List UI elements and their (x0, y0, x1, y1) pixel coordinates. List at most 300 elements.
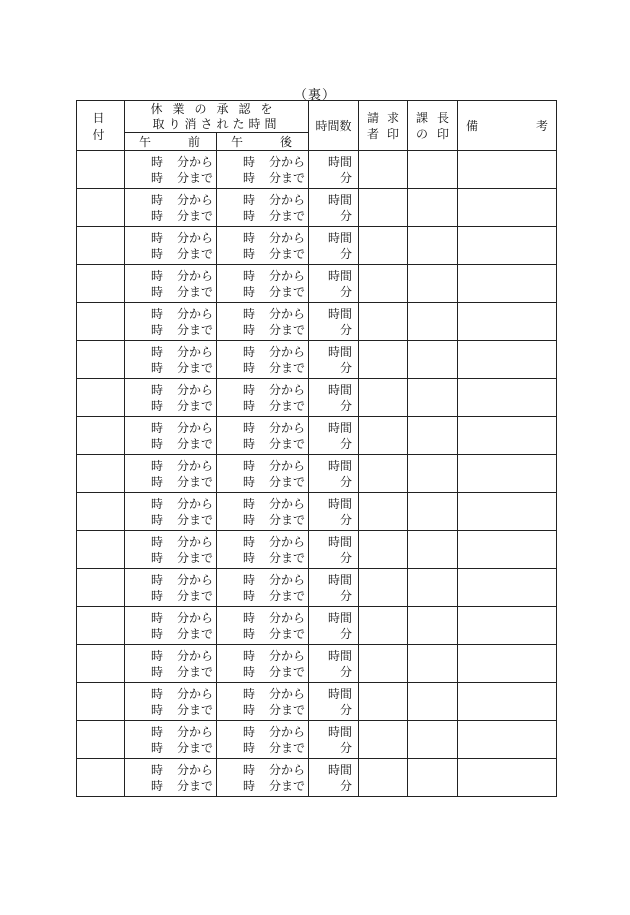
minutes-unit-label: 分 (340, 398, 353, 413)
pm-time-cell[interactable] (217, 455, 309, 493)
chief-seal-cell[interactable] (408, 455, 458, 493)
pm-time-cell[interactable] (217, 683, 309, 721)
hours-unit-label: 時間 (328, 762, 353, 777)
table-row (77, 303, 557, 341)
hour-label: 時 (243, 474, 256, 489)
date-cell[interactable] (77, 721, 125, 759)
hour-label: 時 (243, 626, 256, 641)
am-time-cell[interactable] (125, 417, 217, 455)
minutes-unit-label: 分 (340, 436, 353, 451)
hours-count-cell[interactable] (309, 607, 359, 645)
requester-seal-cell[interactable] (359, 341, 408, 379)
hour-label: 時 (151, 702, 164, 717)
minutes-unit-label: 分 (340, 778, 353, 793)
page-title: （裏） (293, 88, 336, 103)
minutes-unit-label: 分 (340, 588, 353, 603)
am-time-cell[interactable] (125, 721, 217, 759)
header-hours: 時間数 (309, 101, 359, 151)
date-cell[interactable] (77, 531, 125, 569)
table-row (77, 759, 557, 797)
date-cell[interactable] (77, 379, 125, 417)
minutes-unit-label: 分 (340, 740, 353, 755)
hours-count-cell[interactable] (309, 189, 359, 227)
hours-count-cell[interactable] (309, 683, 359, 721)
from-minute-label: 分から (269, 268, 306, 283)
minutes-unit-label: 分 (340, 360, 353, 375)
hour-label: 時 (243, 306, 256, 321)
until-minute-label: 分まで (177, 208, 214, 223)
until-minute-label: 分まで (269, 208, 306, 223)
from-minute-label: 分から (177, 458, 214, 473)
until-minute-label: 分まで (177, 360, 214, 375)
requester-seal-cell[interactable] (359, 265, 408, 303)
hour-label: 時 (243, 322, 256, 337)
remarks-cell[interactable] (458, 303, 557, 341)
until-minute-label: 分まで (269, 170, 306, 185)
remarks-cell[interactable] (458, 683, 557, 721)
hours-count-cell[interactable] (309, 417, 359, 455)
from-minute-label: 分から (269, 724, 306, 739)
table-row (77, 493, 557, 531)
from-minute-label: 分から (177, 496, 214, 511)
chief-seal-cell[interactable] (408, 303, 458, 341)
header-requester-seal-char: 者 (367, 126, 380, 141)
header-chief-seal-char: 印 (437, 126, 450, 141)
pm-time-cell[interactable] (217, 379, 309, 417)
until-minute-label: 分まで (177, 550, 214, 565)
requester-seal-cell[interactable] (359, 417, 408, 455)
date-cell[interactable] (77, 265, 125, 303)
from-minute-label: 分から (177, 420, 214, 435)
from-minute-label: 分から (269, 762, 306, 777)
until-minute-label: 分まで (177, 436, 214, 451)
table-row (77, 189, 557, 227)
hours-unit-label: 時間 (328, 496, 353, 511)
until-minute-label: 分まで (269, 664, 306, 679)
remarks-cell[interactable] (458, 341, 557, 379)
remarks-cell[interactable] (458, 379, 557, 417)
hours-count-cell[interactable] (309, 493, 359, 531)
from-minute-label: 分から (269, 344, 306, 359)
until-minute-label: 分まで (269, 474, 306, 489)
hour-label: 時 (151, 496, 164, 511)
hour-label: 時 (151, 778, 164, 793)
hour-label: 時 (151, 458, 164, 473)
hours-unit-label: 時間 (328, 686, 353, 701)
header-requester-seal (359, 101, 408, 151)
from-minute-label: 分から (269, 306, 306, 321)
from-minute-label: 分から (269, 610, 306, 625)
chief-seal-cell[interactable] (408, 531, 458, 569)
table-row (77, 417, 557, 455)
from-minute-label: 分から (269, 572, 306, 587)
hour-label: 時 (151, 268, 164, 283)
until-minute-label: 分まで (177, 322, 214, 337)
from-minute-label: 分から (177, 724, 214, 739)
chief-seal-cell[interactable] (408, 151, 458, 189)
until-minute-label: 分まで (269, 512, 306, 527)
until-minute-label: 分まで (269, 588, 306, 603)
date-cell[interactable] (77, 417, 125, 455)
table-row (77, 151, 557, 189)
hour-label: 時 (151, 208, 164, 223)
hours-unit-label: 時間 (328, 534, 353, 549)
remarks-cell[interactable] (458, 227, 557, 265)
from-minute-label: 分から (269, 534, 306, 549)
pm-time-cell[interactable] (217, 721, 309, 759)
hours-count-cell[interactable] (309, 227, 359, 265)
chief-seal-cell[interactable] (408, 379, 458, 417)
hour-label: 時 (243, 610, 256, 625)
remarks-cell[interactable] (458, 607, 557, 645)
hour-label: 時 (151, 626, 164, 641)
am-time-cell[interactable] (125, 303, 217, 341)
requester-seal-cell[interactable] (359, 189, 408, 227)
requester-seal-cell[interactable] (359, 227, 408, 265)
remarks-cell[interactable] (458, 151, 557, 189)
hour-label: 時 (151, 550, 164, 565)
chief-seal-cell[interactable] (408, 759, 458, 797)
minutes-unit-label: 分 (340, 208, 353, 223)
hour-label: 時 (151, 306, 164, 321)
header-chief-seal (408, 101, 458, 151)
hour-label: 時 (151, 664, 164, 679)
hours-count-cell[interactable] (309, 303, 359, 341)
hours-unit-label: 時間 (328, 610, 353, 625)
until-minute-label: 分まで (177, 170, 214, 185)
hour-label: 時 (243, 268, 256, 283)
chief-seal-cell[interactable] (408, 265, 458, 303)
hours-count-cell[interactable] (309, 379, 359, 417)
until-minute-label: 分まで (269, 322, 306, 337)
pm-time-cell[interactable] (217, 569, 309, 607)
hour-label: 時 (243, 550, 256, 565)
until-minute-label: 分まで (177, 512, 214, 527)
until-minute-label: 分まで (177, 398, 214, 413)
from-minute-label: 分から (269, 420, 306, 435)
hour-label: 時 (243, 382, 256, 397)
until-minute-label: 分まで (269, 778, 306, 793)
hours-unit-label: 時間 (328, 306, 353, 321)
from-minute-label: 分から (177, 382, 214, 397)
hour-label: 時 (151, 588, 164, 603)
table-row (77, 341, 557, 379)
minutes-unit-label: 分 (340, 322, 353, 337)
minutes-unit-label: 分 (340, 702, 353, 717)
am-time-cell[interactable] (125, 227, 217, 265)
pm-time-cell[interactable] (217, 417, 309, 455)
remarks-cell[interactable] (458, 645, 557, 683)
header-requester-seal-char: 印 (387, 126, 400, 141)
chief-seal-cell[interactable] (408, 683, 458, 721)
hour-label: 時 (243, 208, 256, 223)
hour-label: 時 (243, 664, 256, 679)
until-minute-label: 分まで (269, 702, 306, 717)
hours-count-cell[interactable] (309, 341, 359, 379)
from-minute-label: 分から (269, 458, 306, 473)
pm-time-cell[interactable] (217, 303, 309, 341)
remarks-cell[interactable] (458, 759, 557, 797)
hours-unit-label: 時間 (328, 382, 353, 397)
from-minute-label: 分から (269, 382, 306, 397)
remarks-cell[interactable] (458, 417, 557, 455)
hour-label: 時 (151, 648, 164, 663)
date-cell[interactable] (77, 341, 125, 379)
hour-label: 時 (243, 724, 256, 739)
table-row (77, 683, 557, 721)
hours-count-cell[interactable] (309, 759, 359, 797)
hour-label: 時 (151, 534, 164, 549)
hours-count-cell[interactable] (309, 265, 359, 303)
hour-label: 時 (151, 762, 164, 777)
requester-seal-cell[interactable] (359, 759, 408, 797)
hour-label: 時 (151, 724, 164, 739)
from-minute-label: 分から (177, 192, 214, 207)
am-time-cell[interactable] (125, 189, 217, 227)
minutes-unit-label: 分 (340, 550, 353, 565)
requester-seal-cell[interactable] (359, 607, 408, 645)
pm-time-cell[interactable] (217, 607, 309, 645)
date-cell[interactable] (77, 455, 125, 493)
requester-seal-cell[interactable] (359, 303, 408, 341)
hour-label: 時 (151, 154, 164, 169)
requester-seal-cell[interactable] (359, 683, 408, 721)
date-cell[interactable] (77, 683, 125, 721)
am-time-cell[interactable] (125, 151, 217, 189)
remarks-cell[interactable] (458, 493, 557, 531)
pm-time-cell[interactable] (217, 493, 309, 531)
am-time-cell[interactable] (125, 759, 217, 797)
chief-seal-cell[interactable] (408, 607, 458, 645)
am-time-cell[interactable] (125, 341, 217, 379)
hours-count-cell[interactable] (309, 151, 359, 189)
date-cell[interactable] (77, 303, 125, 341)
table-row (77, 607, 557, 645)
until-minute-label: 分まで (177, 246, 214, 261)
date-cell[interactable] (77, 151, 125, 189)
pm-time-cell[interactable] (217, 531, 309, 569)
from-minute-label: 分から (269, 648, 306, 663)
from-minute-label: 分から (269, 230, 306, 245)
pm-time-cell[interactable] (217, 265, 309, 303)
hour-label: 時 (243, 344, 256, 359)
hour-label: 時 (151, 382, 164, 397)
hour-label: 時 (243, 360, 256, 375)
date-cell[interactable] (77, 607, 125, 645)
hour-label: 時 (243, 778, 256, 793)
header-cancelled-time (125, 101, 309, 133)
header-requester-seal-char: 求 (387, 110, 400, 125)
hour-label: 時 (243, 762, 256, 777)
requester-seal-cell[interactable] (359, 455, 408, 493)
from-minute-label: 分から (269, 154, 306, 169)
remarks-cell[interactable] (458, 189, 557, 227)
requester-seal-cell[interactable] (359, 531, 408, 569)
from-minute-label: 分から (177, 230, 214, 245)
requester-seal-cell[interactable] (359, 721, 408, 759)
from-minute-label: 分から (177, 154, 214, 169)
hour-label: 時 (151, 740, 164, 755)
minutes-unit-label: 分 (340, 474, 353, 489)
hours-unit-label: 時間 (328, 230, 353, 245)
hour-label: 時 (151, 170, 164, 185)
until-minute-label: 分まで (269, 398, 306, 413)
hour-label: 時 (243, 686, 256, 701)
remarks-cell[interactable] (458, 455, 557, 493)
hour-label: 時 (151, 322, 164, 337)
minutes-unit-label: 分 (340, 664, 353, 679)
header-date: 日付 (77, 101, 125, 151)
header-chief-seal-char: 長 (437, 110, 450, 125)
until-minute-label: 分まで (177, 702, 214, 717)
minutes-unit-label: 分 (340, 284, 353, 299)
header-am-char: 午 (139, 135, 152, 149)
hour-label: 時 (243, 154, 256, 169)
hours-count-cell[interactable] (309, 531, 359, 569)
header-requester-seal-char: 請 (367, 110, 380, 125)
until-minute-label: 分まで (269, 626, 306, 641)
requester-seal-cell[interactable] (359, 645, 408, 683)
pm-time-cell[interactable] (217, 341, 309, 379)
requester-seal-cell[interactable] (359, 151, 408, 189)
hours-unit-label: 時間 (328, 420, 353, 435)
am-time-cell[interactable] (125, 265, 217, 303)
hour-label: 時 (243, 170, 256, 185)
remarks-cell[interactable] (458, 721, 557, 759)
hour-label: 時 (151, 192, 164, 207)
am-time-cell[interactable] (125, 607, 217, 645)
table-row (77, 721, 557, 759)
header-remarks-char: 考 (536, 119, 549, 133)
hour-label: 時 (151, 360, 164, 375)
table-row (77, 227, 557, 265)
until-minute-label: 分まで (269, 436, 306, 451)
am-time-cell[interactable] (125, 569, 217, 607)
hour-label: 時 (243, 496, 256, 511)
hour-label: 時 (243, 192, 256, 207)
header-chief-seal-char: の (416, 126, 429, 141)
requester-seal-cell[interactable] (359, 379, 408, 417)
hour-label: 時 (243, 230, 256, 245)
hour-label: 時 (151, 436, 164, 451)
until-minute-label: 分まで (269, 740, 306, 755)
hour-label: 時 (243, 284, 256, 299)
am-time-cell[interactable] (125, 493, 217, 531)
from-minute-label: 分から (177, 648, 214, 663)
until-minute-label: 分まで (269, 360, 306, 375)
hours-count-cell[interactable] (309, 721, 359, 759)
chief-seal-cell[interactable] (408, 721, 458, 759)
requester-seal-cell[interactable] (359, 493, 408, 531)
from-minute-label: 分から (269, 496, 306, 511)
until-minute-label: 分まで (177, 626, 214, 641)
date-cell[interactable] (77, 227, 125, 265)
date-cell[interactable] (77, 569, 125, 607)
requester-seal-cell[interactable] (359, 569, 408, 607)
hour-label: 時 (243, 572, 256, 587)
hours-count-cell[interactable] (309, 645, 359, 683)
hour-label: 時 (151, 246, 164, 261)
header-pm-char: 午 (231, 135, 244, 149)
from-minute-label: 分から (177, 762, 214, 777)
pm-time-cell[interactable] (217, 151, 309, 189)
pm-time-cell[interactable] (217, 189, 309, 227)
chief-seal-cell[interactable] (408, 341, 458, 379)
hour-label: 時 (151, 610, 164, 625)
hour-label: 時 (243, 534, 256, 549)
until-minute-label: 分まで (177, 740, 214, 755)
hour-label: 時 (243, 246, 256, 261)
from-minute-label: 分から (177, 686, 214, 701)
minutes-unit-label: 分 (340, 246, 353, 261)
chief-seal-cell[interactable] (408, 569, 458, 607)
pm-time-cell[interactable] (217, 759, 309, 797)
am-time-cell[interactable] (125, 455, 217, 493)
date-cell[interactable] (77, 189, 125, 227)
table-row (77, 645, 557, 683)
pm-time-cell[interactable] (217, 645, 309, 683)
header-remarks-char: 備 (466, 119, 479, 133)
table-row (77, 569, 557, 607)
hour-label: 時 (151, 512, 164, 527)
chief-seal-cell[interactable] (408, 227, 458, 265)
hour-label: 時 (243, 588, 256, 603)
remarks-cell[interactable] (458, 569, 557, 607)
hours-count-cell[interactable] (309, 455, 359, 493)
hour-label: 時 (243, 420, 256, 435)
remarks-cell[interactable] (458, 265, 557, 303)
until-minute-label: 分まで (269, 246, 306, 261)
hour-label: 時 (151, 230, 164, 245)
am-time-cell[interactable] (125, 531, 217, 569)
am-time-cell[interactable] (125, 379, 217, 417)
until-minute-label: 分まで (177, 284, 214, 299)
hours-unit-label: 時間 (328, 268, 353, 283)
chief-seal-cell[interactable] (408, 189, 458, 227)
header-am-char: 前 (187, 135, 200, 149)
am-time-cell[interactable] (125, 645, 217, 683)
date-cell[interactable] (77, 645, 125, 683)
until-minute-label: 分まで (177, 664, 214, 679)
from-minute-label: 分から (269, 686, 306, 701)
chief-seal-cell[interactable] (408, 493, 458, 531)
chief-seal-cell[interactable] (408, 417, 458, 455)
remarks-cell[interactable] (458, 531, 557, 569)
from-minute-label: 分から (177, 344, 214, 359)
date-cell[interactable] (77, 759, 125, 797)
hours-unit-label: 時間 (328, 724, 353, 739)
chief-seal-cell[interactable] (408, 645, 458, 683)
from-minute-label: 分から (177, 306, 214, 321)
hours-count-cell[interactable] (309, 569, 359, 607)
hour-label: 時 (151, 398, 164, 413)
hour-label: 時 (243, 740, 256, 755)
header-remarks (458, 101, 557, 151)
pm-time-cell[interactable] (217, 227, 309, 265)
hour-label: 時 (151, 420, 164, 435)
minutes-unit-label: 分 (340, 626, 353, 641)
hour-label: 時 (151, 686, 164, 701)
until-minute-label: 分まで (269, 284, 306, 299)
am-time-cell[interactable] (125, 683, 217, 721)
hour-label: 時 (151, 344, 164, 359)
table-row (77, 531, 557, 569)
date-cell[interactable] (77, 493, 125, 531)
hour-label: 時 (243, 648, 256, 663)
until-minute-label: 分まで (269, 550, 306, 565)
from-minute-label: 分から (177, 534, 214, 549)
until-minute-label: 分まで (177, 778, 214, 793)
